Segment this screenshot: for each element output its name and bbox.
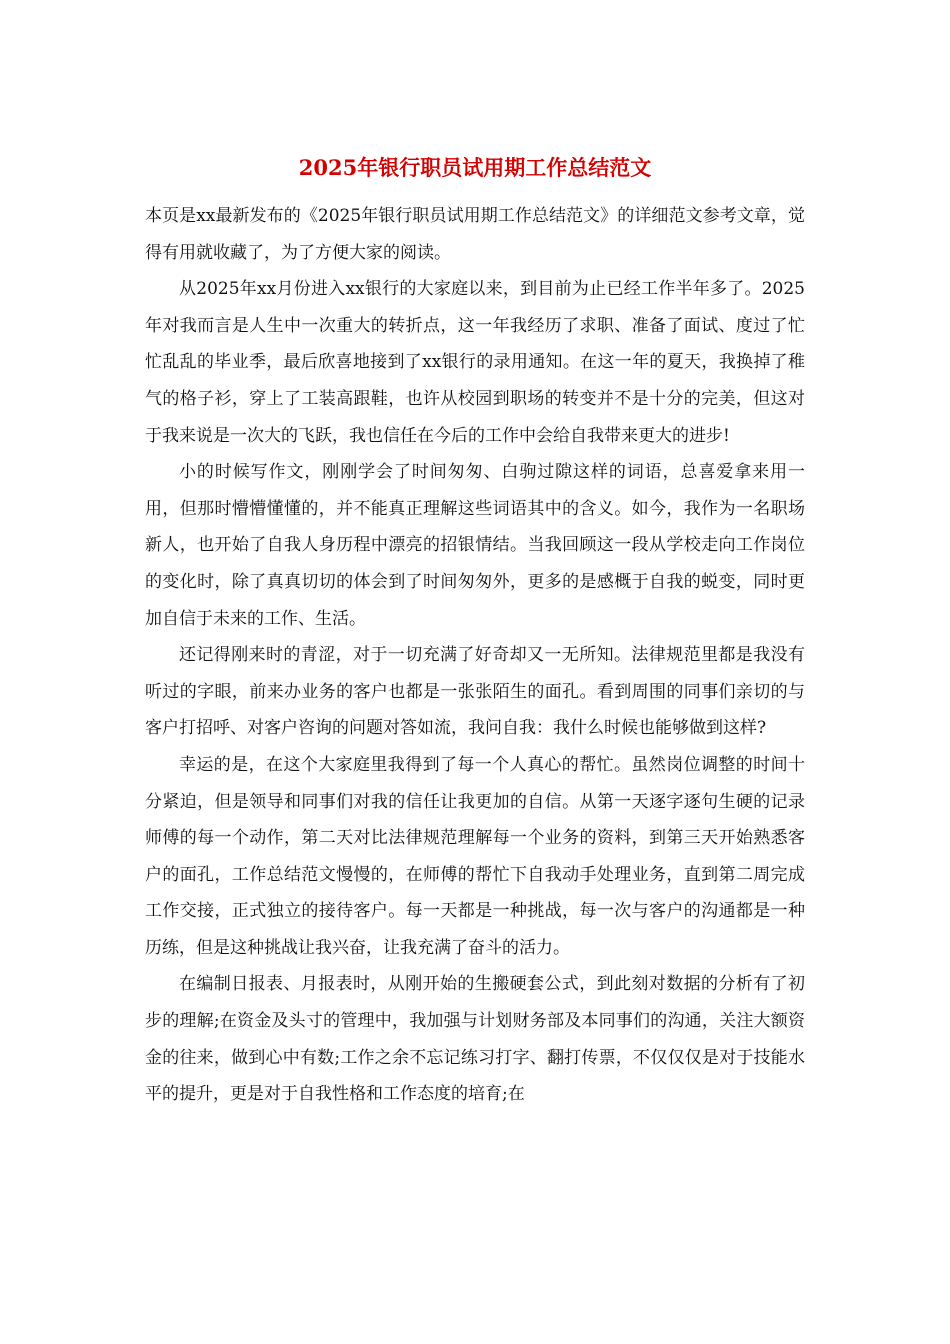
intro-paragraph: 本页是xx最新发布的《2025年银行职员试用期工作总结范文》的详细范文参考文章，觉得有用就收藏了，为了方便大家的阅读。 xyxy=(145,206,805,263)
body-paragraph-2: 小的时候写作文，刚刚学会了时间匆匆、白驹过隙这样的词语，总喜爱拿来用一用，但那时懵懵懂懂的，并不能真正理解这些词语其中的含义。如今，我作为一名职场新人，也开始了自我人身历程中漂亮的招银情结。当我回顾这一段从学校走向工作岗位的变化时，除了真真切切的体会到了时间匆匆外，更多的是感概于自我的蜕变，同时更加自信于未来的工作、生活。 xyxy=(145,462,805,629)
body-paragraph-5: 在编制日报表、月报表时，从刚开始的生搬硬套公式，到此刻对数据的分析有了初步的理解;在资金及头寸的管理中，我加强与计划财务部及本同事们的沟通，关注大额资金的往来，做到心中有数;工作之余不忘记练习打字、翻打传票，不仅仅仅是对于技能水平的提升，更是对于自我性格和工作态度的培育;在 xyxy=(145,974,805,1105)
body-paragraph-4: 幸运的是，在这个大家庭里我得到了每一个人真心的帮忙。虽然岗位调整的时间十分紧迫，但是领导和同事们对我的信任让我更加的自信。从第一天逐字逐句生硬的记录师傅的每一个动作，第二天对比法律规范理解每一个业务的资料，到第三天开始熟悉客户的面孔，工作总结范文慢慢的，在师傅的帮忙下自我动手处理业务，直到第二周完成工作交接，正式独立的接待客户。每一天都是一种挑战，每一次与客户的沟通都是一种历练，但是这种挑战让我兴奋，让我充满了奋斗的活力。 xyxy=(145,754,805,958)
body-paragraph-1: 从2025年xx月份进入xx银行的大家庭以来，到目前为止已经工作半年多了。2025年对我而言是人生中一次重大的转折点，这一年我经历了求职、准备了面试、度过了忙忙乱乱的毕业季，最后欣喜地接到了xx银行的录用通知。在这一年的夏天，我换掉了稚气的格子衫，穿上了工装高跟鞋，也许从校园到职场的转变并不是十分的完美，但这对于我来说是一次大的飞跃，我也信任在今后的工作中会给自我带来更大的进步! xyxy=(145,279,805,446)
body-paragraph-3: 还记得刚来时的青涩，对于一切充满了好奇却又一无所知。法律规范里都是我没有听过的字眼，前来办业务的客户也都是一张张陌生的面孔。看到周围的同事们亲切的与客户打招呼、对客户咨询的问题对答如流，我问自我：我什么时候也能够做到这样? xyxy=(145,645,805,739)
document-title: 2025年银行职员试用期工作总结范文 xyxy=(298,155,652,180)
document-body xyxy=(145,198,805,1113)
